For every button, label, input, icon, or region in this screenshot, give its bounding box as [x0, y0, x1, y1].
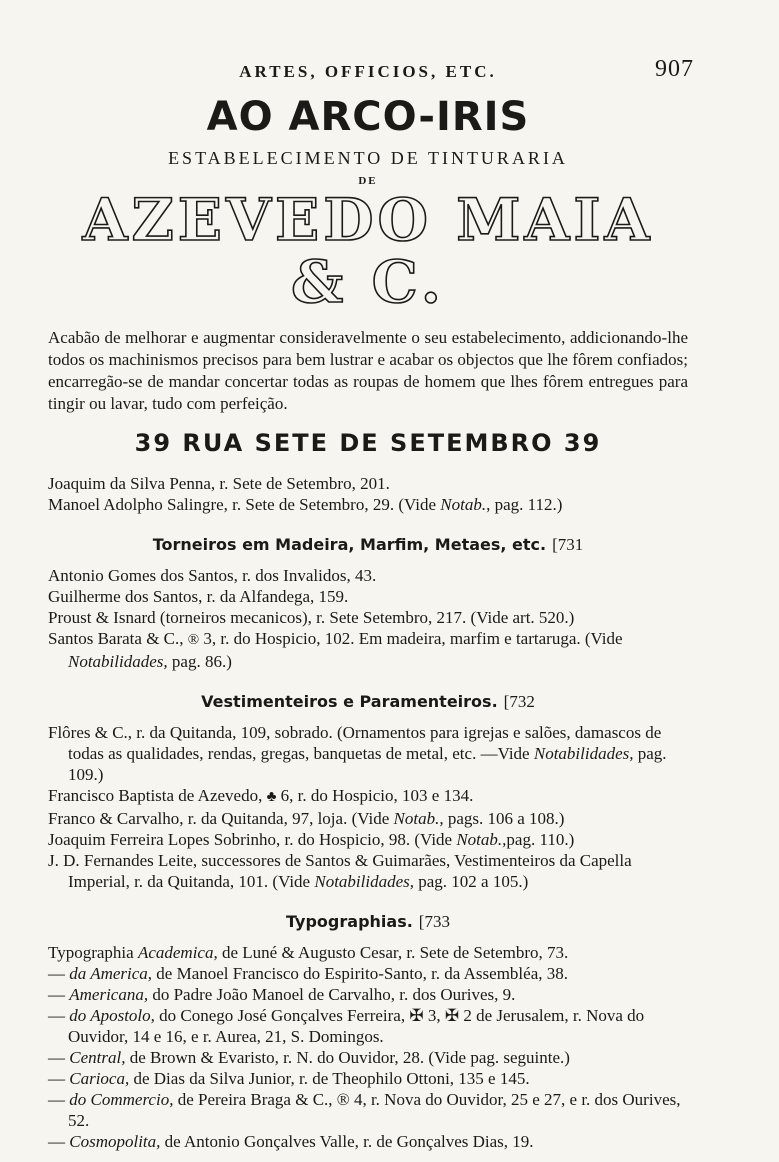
list-item: Joaquim da Silva Penna, r. Sete de Setembro, 201. [48, 474, 390, 493]
torneiros-list [48, 565, 688, 672]
ad-firm-name: AZEVEDO MAIA & C. [82, 186, 654, 316]
list-item: Manoel Adolpho Salingre, r. Sete de Setembro, 29. (Vide Notab., pag. 112.) [48, 495, 563, 514]
club-icon: ♣ [266, 789, 277, 805]
ad-subtitle: ESTABELECIMENTO DE TINTURARIA [168, 148, 568, 168]
list-item: Proust & Isnard (torneiros mecanicos), r. Sete Setembro, 217. (Vide art. 520.) [48, 608, 575, 627]
section-heading-typographias: Typographias. [733 [286, 912, 450, 931]
vestimenteiros-list [48, 722, 688, 892]
typographias-list [48, 942, 688, 1152]
running-head: ARTES, OFFICIOS, ETC. [239, 62, 497, 81]
telephone-icon: ® [187, 632, 200, 648]
list-item: Santos Barata & C., ® 3, r. do Hospicio, 102. Em madeira, marfim e tartaruga. (Vide Notabilidades, pag. 86.) [48, 629, 623, 671]
list-item: Joaquim Ferreira Lopes Sobrinho, r. do Hospicio, 98. (Vide Notab.,pag. 110.) [48, 830, 575, 849]
list-item: — do Apostolo, do Conego José Gonçalves Ferreira, ✠ 3, ✠ 2 de Jerusalem, r. Nova do Ouvidor, 14 e 16, e r. Aurea, 21, S. Domingos. [48, 1006, 645, 1046]
list-item: — Americana, do Padre João Manoel de Carvalho, r. dos Ourives, 9. [48, 985, 516, 1004]
list-item: — Central, de Brown & Evaristo, r. N. do Ouvidor, 28. (Vide pag. seguinte.) [48, 1048, 570, 1067]
list-item: Franco & Carvalho, r. da Quitanda, 97, loja. (Vide Notab., pags. 106 a 108.) [48, 809, 565, 828]
section-heading-torneiros: Torneiros em Madeira, Marfim, Metaes, etc. [731 [152, 535, 584, 554]
list-item: Typographia Academica, de Luné & Augusto Cesar, r. Sete de Setembro, 73. [48, 943, 569, 962]
page-number: 907 [655, 56, 694, 82]
list-item: Antonio Gomes dos Santos, r. dos Invalidos, 43. [48, 566, 377, 585]
section-heading-vestimenteiros: Vestimenteiros e Paramenteiros. [732 [201, 692, 535, 711]
top-entry-list [48, 473, 688, 515]
list-item: Francisco Baptista de Azevedo, ♣ 6, r. do Hospicio, 103 e 134. [48, 786, 474, 805]
ad-body: Acabão de melhorar e augmentar consideravelmente o seu estabelecimento, addicionando-lhe todos os machinismos precisos para bem lustrar e acabar os objectos que lhe fôrem confiados; encarregão-se de mandar concertar todas as roupas de homem que lhes fôrem entregues para tingir ou lavar, tudo com perfeição. [48, 328, 688, 413]
ad-de: DE [358, 175, 378, 187]
list-item: J. D. Fernandes Leite, successores de Santos & Guimarães, Vestimenteiros da Capella Imperial, r. da Quitanda, 101. (Vide Notabilidades, pag. 102 a 105.) [48, 851, 632, 891]
list-item: — da America, de Manoel Francisco do Espirito-Santo, r. da Assembléa, 38. [48, 964, 568, 983]
list-item: Flôres & C., r. da Quitanda, 109, sobrado. (Ornamentos para igrejas e salões, damascos de todas as qualidades, rendas, gregas, banquetas de metal, etc. —Vide Notabilidades, pag. 109.) [48, 723, 667, 784]
list-item: — Carioca, de Dias da Silva Junior, r. de Theophilo Ottoni, 135 e 145. [48, 1069, 530, 1088]
list-item: Guilherme dos Santos, r. da Alfandega, 159. [48, 587, 349, 606]
advertisement [48, 94, 688, 316]
ad-address: 39 RUA SETE DE SETEMBRO 39 [134, 429, 602, 457]
list-item: — do Commercio, de Pereira Braga & C., ® 4, r. Nova do Ouvidor, 25 e 27, e r. dos Ourives, 52. [48, 1090, 681, 1130]
list-item: — Cosmopolita, de Antonio Gonçalves Valle, r. de Gonçalves Dias, 19. [48, 1132, 534, 1151]
ad-title: AO ARCO-IRIS [206, 94, 530, 140]
page-header [48, 56, 694, 90]
directory-page [48, 56, 694, 1152]
